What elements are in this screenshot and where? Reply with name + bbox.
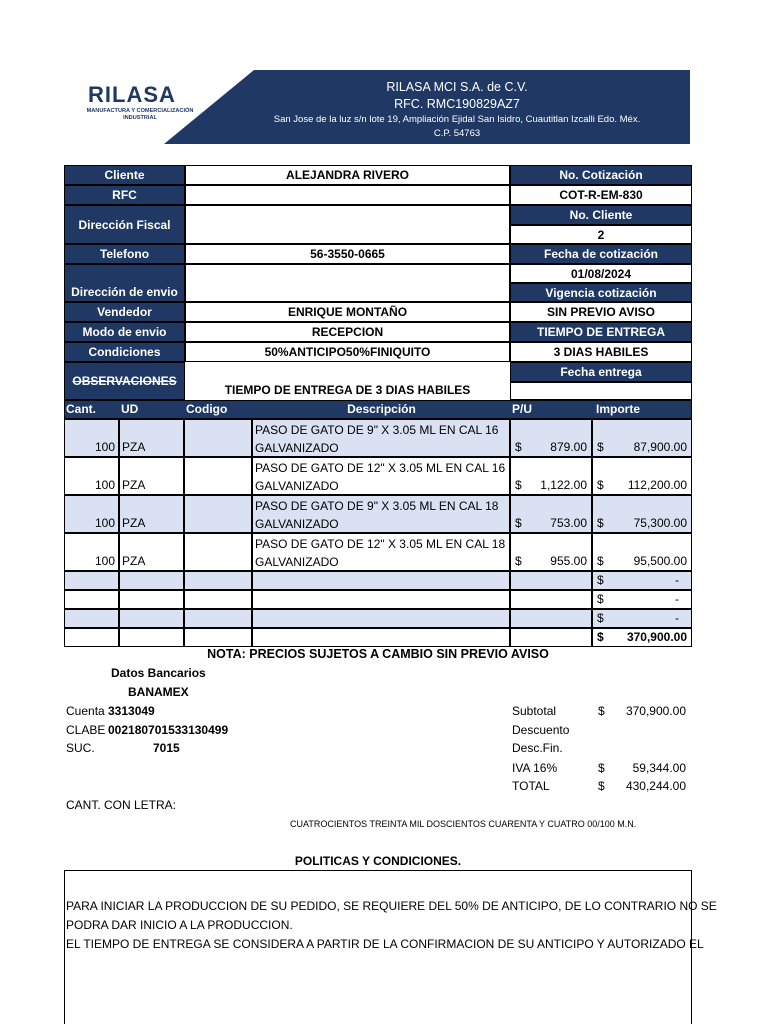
item-importe-cell xyxy=(592,457,692,495)
item-importe-currency: $ xyxy=(597,554,604,568)
item-importe: 87,900.00 xyxy=(633,440,687,454)
empty-cell xyxy=(184,609,252,628)
item-importe-currency: $ xyxy=(597,478,604,492)
nota-precios: NOTA: PRECIOS SUJETOS A CAMBIO SIN PREVIO AVISO xyxy=(207,647,549,661)
cuenta-label: Cuenta xyxy=(66,704,105,718)
telefono-label: Telefono xyxy=(64,244,185,264)
total-row-cell xyxy=(119,628,184,647)
item-pu: 1,122.00 xyxy=(540,478,587,492)
politicas-title: POLITICAS Y CONDICIONES. xyxy=(294,854,462,868)
empty-cell xyxy=(252,571,510,590)
empty-importe-cell xyxy=(592,571,692,590)
observaciones-value: TIEMPO DE ENTREGA DE 3 DIAS HABILES xyxy=(224,383,471,397)
vigencia-value: SIN PREVIO AVISO xyxy=(510,302,692,322)
total-currency: $ xyxy=(598,779,605,793)
direccion-envio-value xyxy=(185,264,510,302)
item-cant-cell xyxy=(64,457,119,495)
modo-envio-value: RECEPCION xyxy=(185,322,510,342)
item-ud-cell xyxy=(119,495,184,533)
item-pu-currency: $ xyxy=(515,554,522,568)
empty-dash: - xyxy=(675,592,679,606)
suc-label: SUC. xyxy=(66,741,95,755)
iva-label: IVA 16% xyxy=(512,761,558,775)
item-pu-currency: $ xyxy=(515,478,522,492)
vigencia-label: Vigencia cotización xyxy=(510,283,692,302)
bank-title: Datos Bancarios xyxy=(111,666,206,680)
tiempo-entrega-value: 3 DIAS HABILES xyxy=(510,342,692,362)
no-cliente-value: 2 xyxy=(510,225,692,244)
empty-cell xyxy=(119,590,184,609)
header-ud: UD xyxy=(121,402,139,416)
no-cotizacion-value: COT-R-EM-830 xyxy=(510,185,692,205)
item-cant-cell xyxy=(64,495,119,533)
header-pu: P/U xyxy=(512,402,533,416)
telefono-value: 56-3550-0665 xyxy=(185,244,510,264)
item-cant-cell xyxy=(64,419,119,457)
empty-cell xyxy=(252,590,510,609)
item-ud: PZA xyxy=(122,478,146,492)
empty-cell xyxy=(119,609,184,628)
no-cliente-label: No. Cliente xyxy=(510,205,692,225)
item-pu-currency: $ xyxy=(515,440,522,454)
empty-dash: - xyxy=(675,573,679,587)
cliente-value: ALEJANDRA RIVERO xyxy=(185,165,510,185)
item-desc-line-2: GALVANIZADO xyxy=(255,441,339,455)
empty-cell xyxy=(510,609,592,628)
vendedor-value: ENRIQUE MONTAÑO xyxy=(185,302,510,322)
company-address-2: C.P. 54763 xyxy=(433,128,481,139)
observaciones-label: OBSERVACIONES xyxy=(64,362,185,400)
subtotal-currency: $ xyxy=(598,704,605,718)
item-pu: 753.00 xyxy=(550,516,587,530)
item-codigo-cell xyxy=(184,495,252,533)
rfc-label: RFC xyxy=(64,185,185,205)
header-codigo: Codigo xyxy=(186,402,228,416)
empty-cell xyxy=(119,571,184,590)
clabe-label: CLABE xyxy=(66,723,106,737)
item-ud: PZA xyxy=(122,554,146,568)
modo-envio-label: Modo de envio xyxy=(64,322,185,342)
item-pu-cell xyxy=(510,457,592,495)
item-desc-line-1: PASO DE GATO DE 9" X 3.05 ML EN CAL 16 xyxy=(255,423,499,437)
company-rfc: RFC. RMC190829AZ7 xyxy=(394,97,520,111)
politicas-line-3: EL TIEMPO DE ENTREGA SE CONSIDERA A PARTIR DE LA CONFIRMACION DE SU ANTICIPO Y AUTORIZADO EL xyxy=(66,937,704,951)
item-desc-line-1: PASO DE GATO DE 12" X 3.05 ML EN CAL 16 xyxy=(255,461,506,475)
item-desc-line-1: PASO DE GATO DE 12" X 3.05 ML EN CAL 18 xyxy=(255,537,506,551)
item-pu-currency: $ xyxy=(515,516,522,530)
table-total-currency: $ xyxy=(597,630,604,644)
empty-importe-cell xyxy=(592,609,692,628)
empty-cell xyxy=(510,590,592,609)
item-ud-cell xyxy=(119,419,184,457)
cliente-label: Cliente xyxy=(64,165,185,185)
empty-cell xyxy=(184,571,252,590)
company-banner xyxy=(164,70,690,144)
empty-cell xyxy=(64,609,119,628)
item-importe: 95,500.00 xyxy=(633,554,687,568)
header-descripcion: Descripción xyxy=(347,402,416,416)
item-ud-cell xyxy=(119,457,184,495)
company-name: RILASA MCI S.A. de C.V. xyxy=(386,80,528,94)
fecha-cotizacion-value: 01/08/2024 xyxy=(510,264,692,283)
item-ud: PZA xyxy=(122,516,146,530)
cuenta-value: 3313049 xyxy=(108,704,155,718)
letra-label: CANT. CON LETRA: xyxy=(66,798,177,812)
item-codigo-cell xyxy=(184,533,252,571)
item-importe-cell xyxy=(592,533,692,571)
tiempo-entrega-label: TIEMPO DE ENTREGA xyxy=(510,322,692,342)
direccion-envio-label: Dirección de envio xyxy=(64,264,185,302)
empty-currency: $ xyxy=(597,611,604,625)
clabe-value: 002180701533130499 xyxy=(108,723,229,737)
descuento-label: Descuento xyxy=(512,723,570,737)
item-importe: 75,300.00 xyxy=(633,516,687,530)
item-desc-line-2: GALVANIZADO xyxy=(255,555,339,569)
empty-cell xyxy=(184,590,252,609)
item-importe-currency: $ xyxy=(597,516,604,530)
empty-cell xyxy=(252,609,510,628)
item-pu-cell xyxy=(510,495,592,533)
empty-cell xyxy=(64,590,119,609)
item-importe: 112,200.00 xyxy=(627,478,687,492)
item-importe-cell xyxy=(592,419,692,457)
politicas-line-1: PARA INICIAR LA PRODUCCION DE SU PEDIDO, SE REQUIERE DEL 50% DE ANTICIPO, DE LO CONTRARIO NO SE xyxy=(66,899,717,913)
empty-dash: - xyxy=(675,611,679,625)
direccion-fiscal-value xyxy=(185,205,510,244)
condiciones-label: Condiciones xyxy=(64,342,185,362)
total-value: 430,244.00 xyxy=(625,779,686,793)
letra-value: CUATROCIENTOS TREINTA MIL DOSCIENTOS CUARENTA Y CUATRO 00/100 M.N. xyxy=(290,819,637,829)
item-codigo-cell xyxy=(184,457,252,495)
logo-text: RILASA xyxy=(88,82,176,107)
bank-name: BANAMEX xyxy=(128,685,189,699)
item-cant: 100 xyxy=(94,516,115,530)
logo-subtitle: MANUFACTURA Y COMERCIALIZACIÓN INDUSTRIAL xyxy=(86,108,194,121)
total-row-cell xyxy=(252,628,510,647)
vendedor-label: Vendedor xyxy=(64,302,185,322)
item-descripcion-cell xyxy=(252,495,510,533)
item-ud: PZA xyxy=(122,440,146,454)
table-total: 370,900.00 xyxy=(626,630,687,644)
empty-currency: $ xyxy=(597,592,604,606)
item-pu-cell xyxy=(510,533,592,571)
item-cant: 100 xyxy=(94,440,115,454)
no-cotizacion-label: No. Cotización xyxy=(510,165,692,185)
suc-value: 7015 xyxy=(153,741,180,755)
politicas-line-2: PODRA DAR INICIO A LA PRODUCCION. xyxy=(66,918,293,932)
item-cant-cell xyxy=(64,533,119,571)
total-label: TOTAL xyxy=(512,779,550,793)
empty-cell xyxy=(510,571,592,590)
item-descripcion-cell xyxy=(252,533,510,571)
item-cant: 100 xyxy=(94,554,115,568)
iva-currency: $ xyxy=(598,761,605,775)
item-desc-line-1: PASO DE GATO DE 9" X 3.05 ML EN CAL 18 xyxy=(255,499,499,513)
subtotal-label: Subtotal xyxy=(512,704,557,718)
item-desc-line-2: GALVANIZADO xyxy=(255,517,339,531)
item-codigo-cell xyxy=(184,419,252,457)
header-cant: Cant. xyxy=(66,402,96,416)
fecha-entrega-value xyxy=(510,382,692,400)
header-importe: Importe xyxy=(596,402,641,416)
direccion-fiscal-label: Dirección Fiscal xyxy=(64,205,185,244)
empty-cell xyxy=(64,571,119,590)
subtotal-value: 370,900.00 xyxy=(625,704,686,718)
item-pu: 879.00 xyxy=(550,440,587,454)
table-total-cell xyxy=(592,628,692,647)
item-importe-currency: $ xyxy=(597,440,604,454)
condiciones-value: 50%ANTICIPO50%FINIQUITO xyxy=(185,342,510,362)
item-desc-line-2: GALVANIZADO xyxy=(255,479,339,493)
item-ud-cell xyxy=(119,533,184,571)
fecha-entrega-label: Fecha entrega xyxy=(510,362,692,382)
item-descripcion-cell xyxy=(252,419,510,457)
fecha-cotizacion-label: Fecha de cotización xyxy=(510,244,692,264)
company-address-1: San Jose de la luz s/n lote 19, Ampliación Ejidal San Isidro, Cuautitlan Izcalli Edo. Méx. xyxy=(273,114,641,125)
item-descripcion-cell xyxy=(252,457,510,495)
descfin-label: Desc.Fin. xyxy=(512,741,563,755)
iva-value: 59,344.00 xyxy=(632,761,686,775)
empty-importe-cell xyxy=(592,590,692,609)
rfc-value xyxy=(185,185,510,205)
item-pu: 955.00 xyxy=(550,554,587,568)
item-pu-cell xyxy=(510,419,592,457)
total-row-cell xyxy=(510,628,592,647)
empty-currency: $ xyxy=(597,573,604,587)
item-importe-cell xyxy=(592,495,692,533)
item-cant: 100 xyxy=(94,478,115,492)
total-row-cell xyxy=(184,628,252,647)
total-row-cell xyxy=(64,628,119,647)
